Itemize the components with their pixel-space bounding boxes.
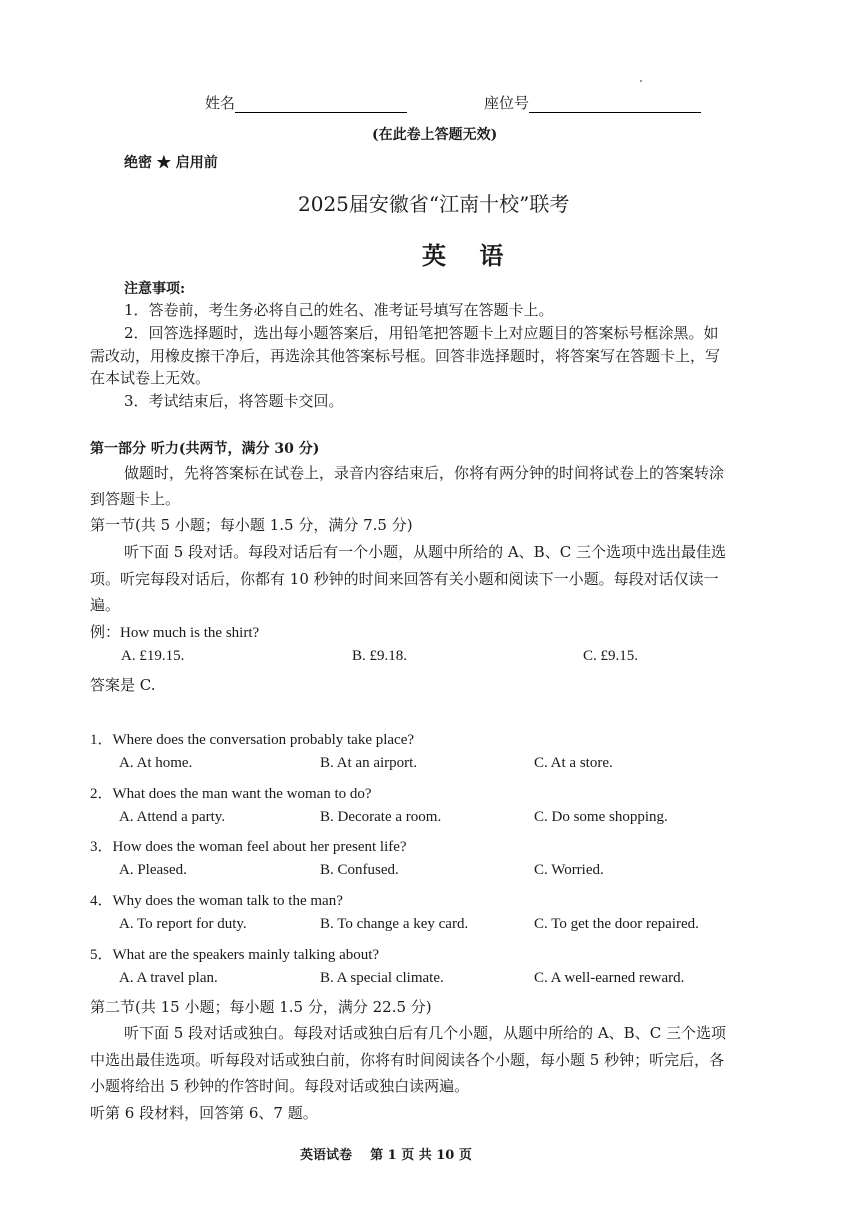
- part1-intro-line: 到答题卡上。: [90, 490, 181, 508]
- instruction-line: 在本试卷上无效。: [90, 369, 211, 387]
- seat-field: [484, 92, 701, 113]
- instruction-line: 需改动，用橡皮擦干净后，再选涂其他答案标号框。回答非选择题时，将答案写在答题卡上，写: [90, 347, 721, 365]
- section1-intro-line: 项。听完每段对话后，你都有 10 秒钟的时间来回答有关小题和阅读下一小题。每段对话仅读一: [90, 570, 719, 588]
- question-1: 1．Where does the conversation probably take place?: [90, 732, 415, 748]
- exam-title: 2025届安徽省“江南十校”联考: [298, 192, 570, 216]
- subject-title: 英 语: [422, 241, 504, 270]
- option-4c: C. To get the door repaired.: [534, 916, 699, 932]
- seat-blank: [529, 112, 701, 113]
- option-5c: C. A well-earned reward.: [534, 970, 685, 986]
- section1-intro-line: 听下面 5 段对话。每段对话后有一个小题，从题中所给的 A、B、C 三个选项中选出最佳选: [124, 543, 726, 561]
- example-answer: 答案是 C.: [90, 676, 156, 694]
- section2-intro-line: 听下面 5 段对话或独白。每段对话或独白后有几个小题，从题中所给的 A、B、C 三个选项: [124, 1024, 726, 1042]
- option-2b: B. Decorate a room.: [320, 809, 442, 825]
- section2-intro-line: 小题将给出 5 秒钟的作答时间。每段对话或独白读两遍。: [90, 1077, 470, 1095]
- example-option-b: B. £9.18.: [352, 648, 408, 664]
- part1-heading: 第一部分 听力(共两节，满分 30 分): [90, 441, 320, 457]
- example-option-a: A. £19.15.: [121, 648, 185, 664]
- section1-heading: 第一节(共 5 小题；每小题 1.5 分，满分 7.5 分): [90, 516, 413, 534]
- option-1c: C. At a store.: [534, 755, 613, 771]
- name-field: [205, 92, 407, 113]
- section2-heading: 第二节(共 15 小题；每小题 1.5 分，满分 22.5 分): [90, 998, 432, 1016]
- option-3b: B. Confused.: [320, 862, 399, 878]
- option-5a: A. A travel plan.: [119, 970, 218, 986]
- scan-dot: [640, 80, 642, 82]
- secret-mark: 绝密 ★ 启用前: [124, 155, 218, 171]
- question-5: 5．What are the speakers mainly talking about?: [90, 947, 380, 963]
- page-footer: 英语试卷 第 1 页 共 10 页: [300, 1148, 472, 1163]
- part1-intro-line: 做题时，先将答案标在试卷上，录音内容结束后，你将有两分钟的时间将试卷上的答案转涂: [124, 464, 725, 482]
- option-3a: A. Pleased.: [119, 862, 187, 878]
- name-label: 姓名: [205, 94, 236, 112]
- material-6-instruction: 听第 6 段材料，回答第 6、7 题。: [90, 1104, 318, 1122]
- example-question: 例：How much is the shirt?: [90, 625, 260, 641]
- section2-intro-line: 中选出最佳选项。听每段对话或独白前，你将有时间阅读各个小题，每小题 5 秒钟；听完后，各: [90, 1051, 725, 1069]
- example-option-c: C. £9.15.: [583, 648, 639, 664]
- invalid-notice: (在此卷上答题无效): [372, 127, 498, 143]
- option-2a: A. Attend a party.: [119, 809, 226, 825]
- option-4a: A. To report for duty.: [119, 916, 247, 932]
- instruction-line: 1．答卷前，考生务必将自己的姓名、准考证号填写在答题卡上。: [124, 301, 554, 319]
- section1-intro-line: 遍。: [90, 596, 121, 614]
- option-2c: C. Do some shopping.: [534, 809, 668, 825]
- instruction-line: 2．回答选择题时，选出每小题答案后，用铅笔把答题卡上对应题目的答案标号框涂黑。如: [124, 324, 719, 342]
- name-blank: [235, 112, 407, 113]
- option-4b: B. To change a key card.: [320, 916, 469, 932]
- option-1b: B. At an airport.: [320, 755, 418, 771]
- question-3: 3．How does the woman feel about her present life?: [90, 839, 407, 855]
- option-1a: A. At home.: [119, 755, 193, 771]
- instruction-line: 3．考试结束后，将答题卡交回。: [124, 392, 344, 410]
- instructions-heading: 注意事项:: [124, 281, 186, 297]
- question-4: 4．Why does the woman talk to the man?: [90, 893, 343, 909]
- option-3c: C. Worried.: [534, 862, 604, 878]
- question-2: 2．What does the man want the woman to do?: [90, 786, 372, 802]
- option-5b: B. A special climate.: [320, 970, 444, 986]
- seat-label: 座位号: [484, 94, 530, 112]
